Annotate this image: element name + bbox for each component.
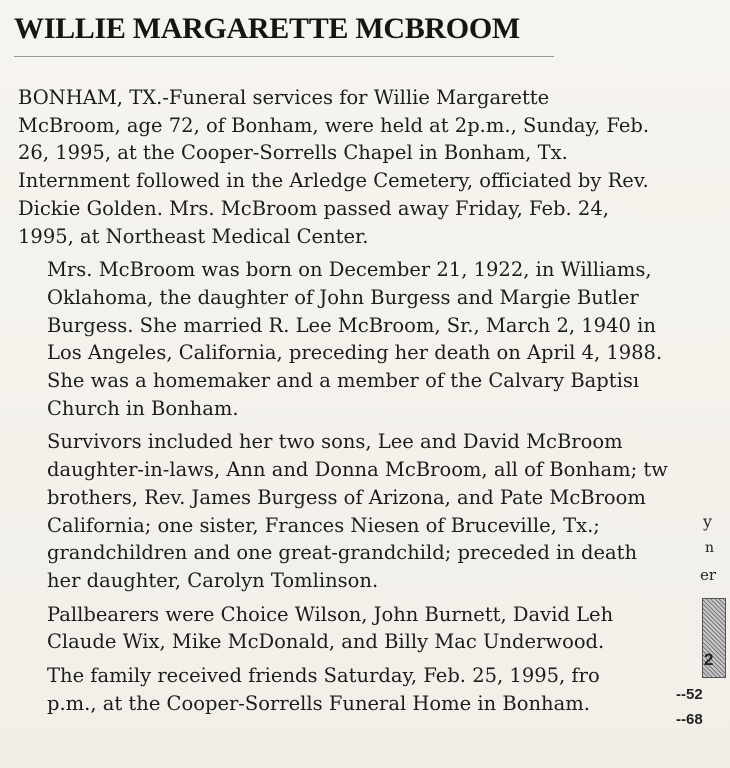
margin-fragment: er: [700, 566, 717, 584]
margin-fragment: y: [703, 512, 713, 531]
text-line: Mrs. McBroom was born on December 21, 1922, in Williams,: [47, 258, 652, 282]
paragraph-pallbearers: [18, 601, 730, 656]
text-line: California; one sister, Frances Niesen of Bruceville, Tx.;: [47, 513, 600, 537]
text-line: 26, 1995, at the Cooper-Sorrells Chapel in Bonham, Tx.: [18, 141, 568, 165]
paragraph-services: [18, 84, 730, 250]
text-line: Survivors included her two sons, Lee and David McBroom: [47, 430, 623, 454]
obituary-body: [18, 84, 730, 723]
margin-fragment: n: [705, 540, 715, 556]
text-line: Claude Wix, Mike McDonald, and Billy Mac Underwood.: [47, 630, 605, 654]
text-line: BONHAM, TX.-Funeral services for Willie Margarette: [18, 86, 550, 109]
obituary-headline: WILLIE MARGARETTE MCBROOM: [14, 12, 520, 45]
paragraph-survivors: [18, 428, 730, 594]
paragraph-biography: [18, 256, 730, 422]
text-line: McBroom, age 72, of Bonham, were held at 2p.m., Sunday, Feb.: [18, 113, 650, 137]
text-line: p.m., at the Cooper-Sorrells Funeral Home in Bonham.: [47, 691, 590, 715]
paragraph-visitation: [18, 662, 730, 717]
text-line: Church in Bonham.: [47, 396, 239, 420]
margin-fragment: --52: [676, 686, 703, 703]
text-line: daughter-in-laws, Ann and Donna McBroom, all of Bonham; tw: [47, 458, 668, 482]
text-line: 1995, at Northeast Medical Center.: [18, 224, 369, 248]
text-line: grandchildren and one great-grandchild; preceded in death: [47, 541, 638, 565]
text-line: brothers, Rev. James Burgess of Arizona, and Pate McBroom: [47, 485, 646, 509]
text-line: her daughter, Carolyn Tomlinson.: [47, 568, 379, 592]
text-line: Pallbearers were Choice Wilson, John Burnett, David Leh: [47, 602, 614, 626]
text-line: Los Angeles, California, preceding her death on April 4, 1988.: [47, 341, 663, 365]
margin-fragment: --68: [676, 711, 703, 728]
text-line: Burgess. She married R. Lee McBroom, Sr., March 2, 1940 in: [47, 313, 656, 337]
text-line: The family received friends Saturday, Feb. 25, 1995, fro: [47, 664, 600, 688]
text-line: Internment followed in the Arledge Cemetery, officiated by Rev.: [18, 169, 649, 193]
text-line: She was a homemaker and a member of the Calvary Baptisı: [47, 369, 640, 393]
margin-fragment: 2: [704, 650, 714, 669]
text-line: Dickie Golden. Mrs. McBroom passed away Friday, Feb. 24,: [18, 196, 609, 220]
text-line: Oklahoma, the daughter of John Burgess and Margie Butler: [47, 285, 639, 309]
headline-rule: [14, 56, 554, 57]
